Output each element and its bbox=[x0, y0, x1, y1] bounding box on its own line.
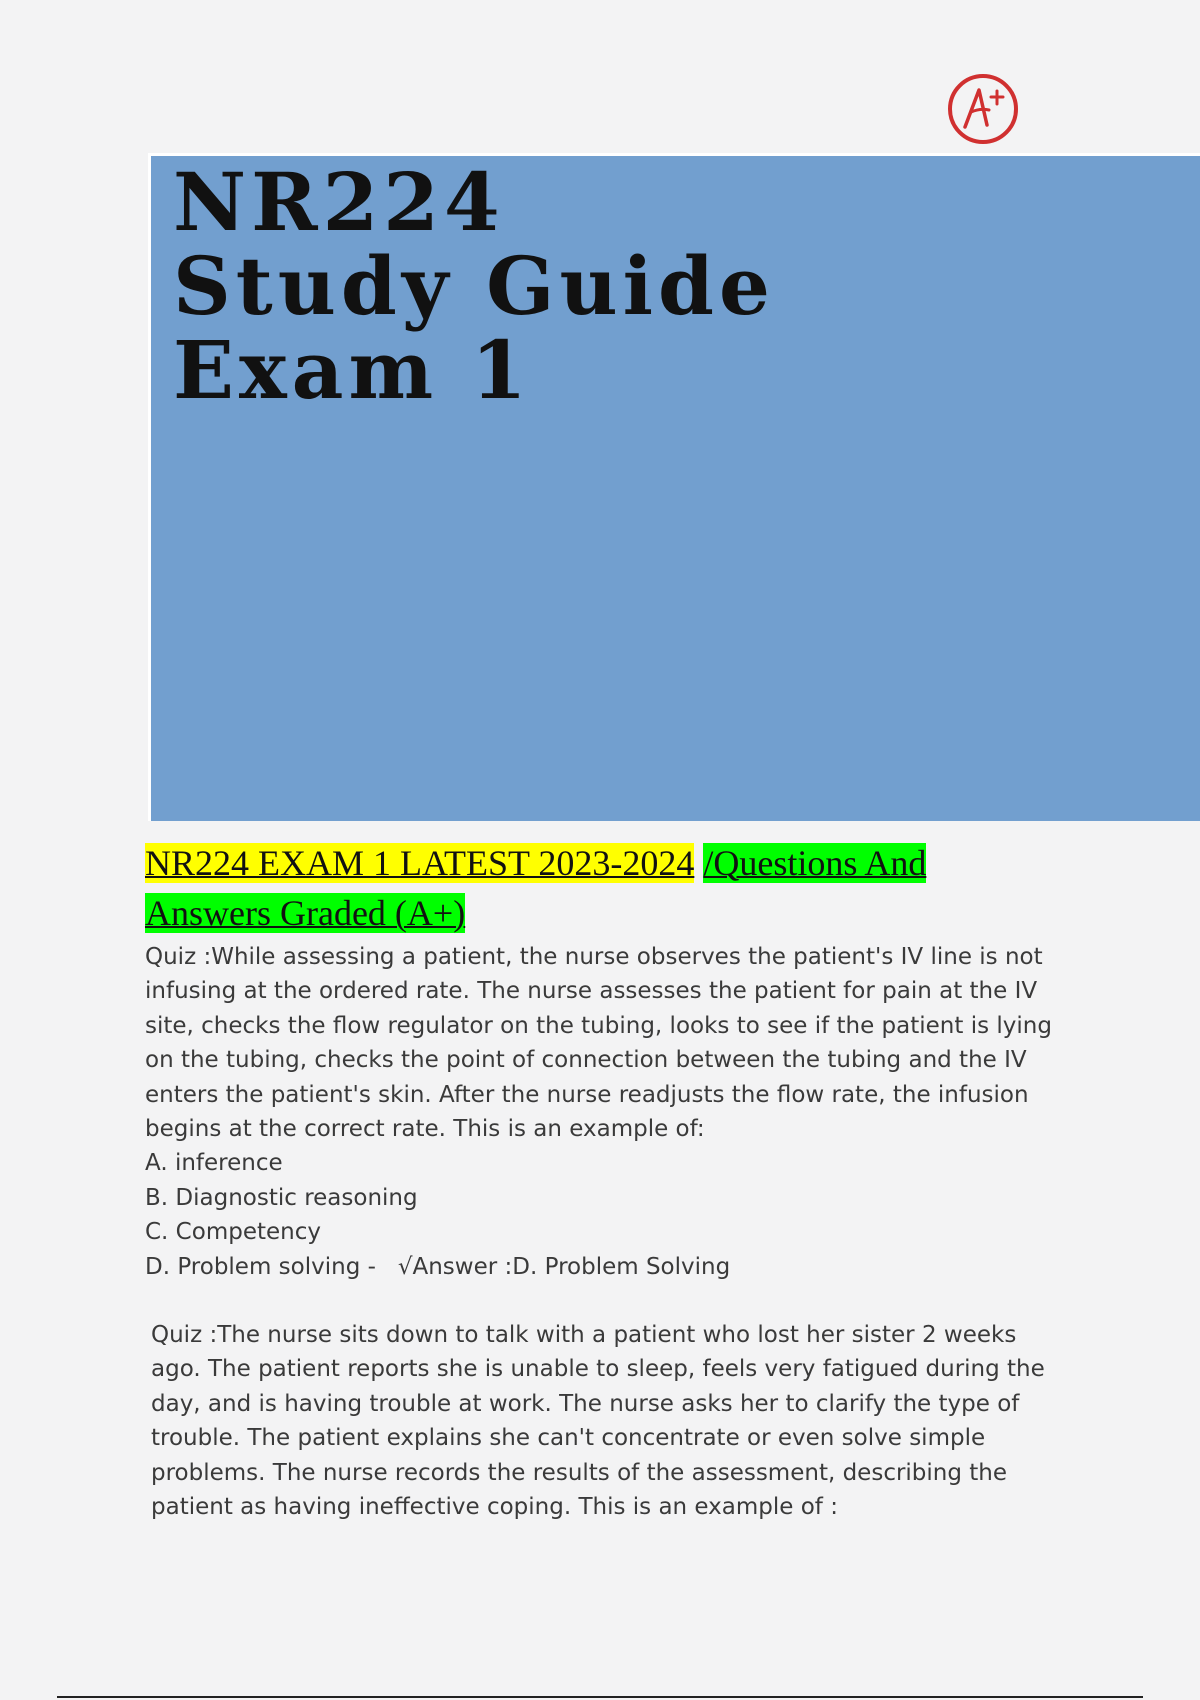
document-body bbox=[145, 940, 1065, 1525]
question-1-text: Quiz :While assessing a patient, the nurse observes the patient's IV line is not infusing at the ordered rate. The nurse assesses the patient for pain at the IV site, checks the flow regulator on the tubing, looks to see if the patient is lying on the tubing, checks the point of connection between the tubing and the IV enters the patient's skin. After the nurse readjusts the flow rate, the infusion begins at the correct rate. This is an example of: bbox=[145, 944, 1052, 1143]
question-2-text: Quiz :The nurse sits down to talk with a patient who lost her sister 2 weeks ago. The patient reports she is unable to sleep, feels very fatigued during the day, and is having trouble at work. The nurse asks her to clarify the type of trouble. The patient explains she can't concentrate or even solve simple problems. The nurse records the results of the assessment, describing the patient as having ineffective coping. This is an example of : bbox=[151, 1322, 1045, 1521]
question-1-option-a: A. inference bbox=[145, 1150, 283, 1177]
grade-stamp-logo bbox=[947, 73, 1019, 145]
paragraph-gap bbox=[145, 1284, 1065, 1318]
question-1-option-b: B. Diagnostic reasoning bbox=[145, 1184, 418, 1211]
cover-title-line-2: Study Guide bbox=[173, 239, 775, 333]
cover-box bbox=[148, 153, 1200, 821]
heading-exam-label: NR224 EXAM 1 LATEST 2023-2024 bbox=[145, 843, 695, 883]
heading-questions-label: /Questions And Answers Graded (A+) bbox=[145, 843, 927, 933]
cover-title-line-3: Exam 1 bbox=[173, 323, 532, 417]
question-1-option-d-answer: D. Problem solving - √Answer :D. Problem Solving bbox=[145, 1253, 731, 1280]
document-heading bbox=[145, 838, 1045, 938]
footer-divider bbox=[57, 1696, 1143, 1698]
cover-title bbox=[173, 155, 775, 417]
cover-title-line-1: NR224 bbox=[173, 155, 505, 249]
question-1-option-c: C. Competency bbox=[145, 1219, 321, 1246]
